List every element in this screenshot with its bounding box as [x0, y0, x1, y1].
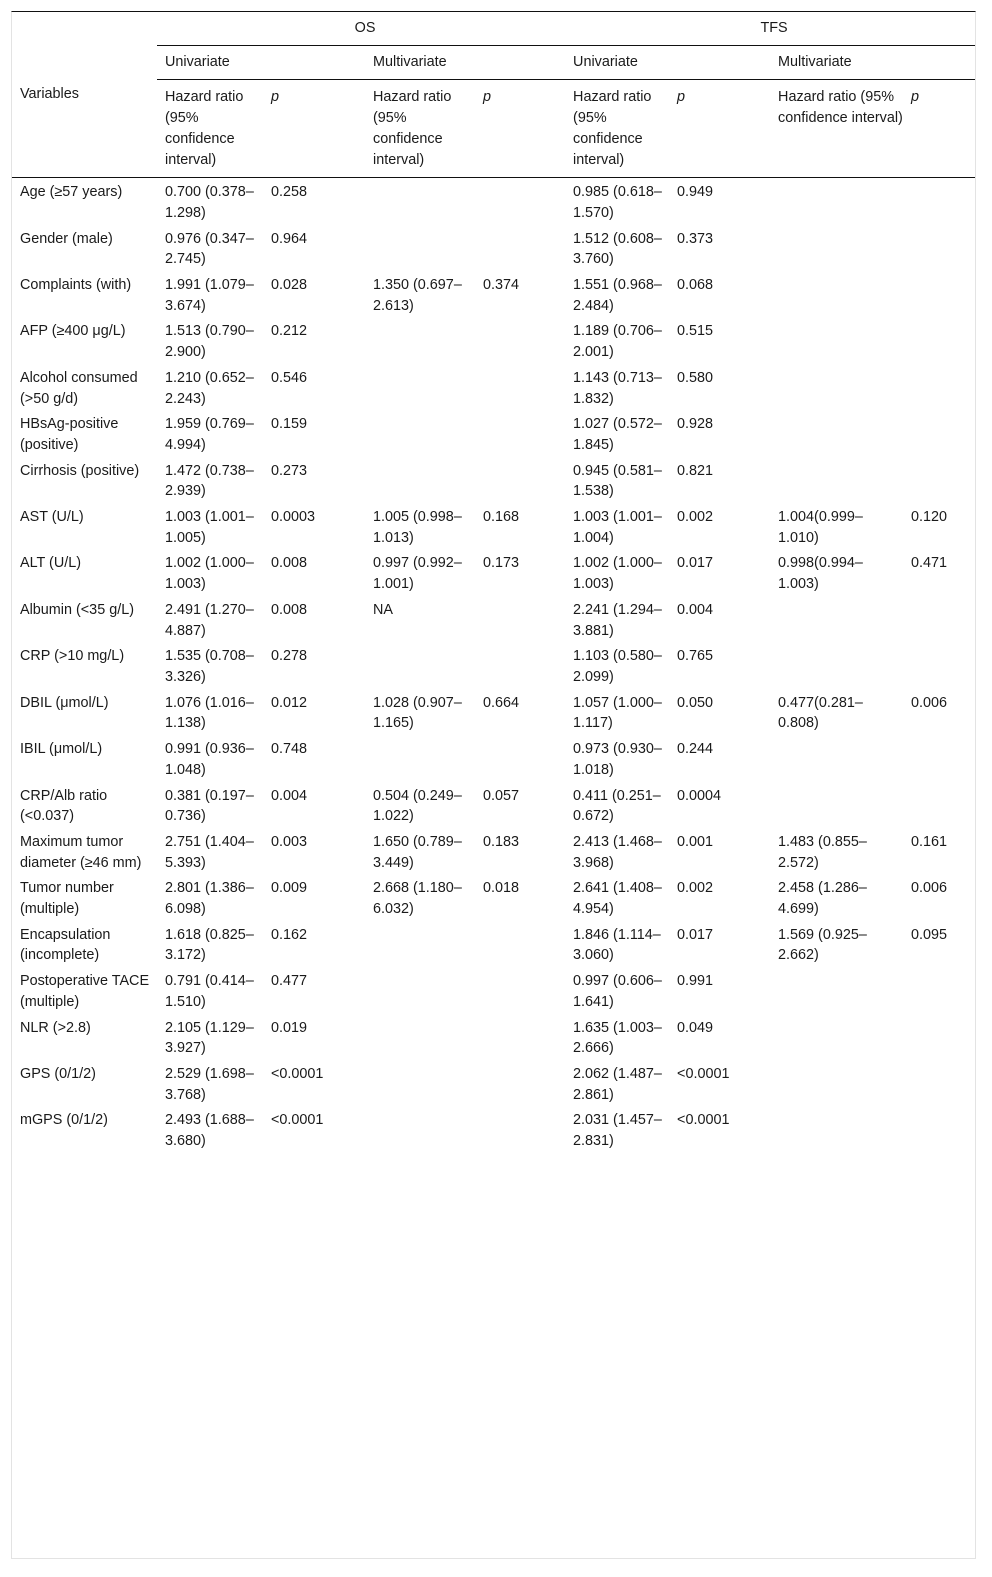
cell-tfs-uni-hr: 1.189 (0.706–2.001) — [573, 323, 662, 361]
table-row — [12, 597, 975, 643]
table-row — [12, 643, 975, 689]
cell-os-multi-p — [475, 1061, 565, 1107]
cell-tfs-multi-p — [903, 736, 975, 782]
cell-os-multi-hr — [365, 458, 475, 504]
cell-os-multi-p: 0.018 — [483, 880, 520, 897]
header-os-multivariate: Multivariate — [365, 45, 565, 80]
cell-tfs-multi-hr — [770, 411, 903, 457]
header-os-univariate: Univariate — [157, 45, 365, 80]
cell-tfs-multi-hr — [770, 178, 903, 226]
cell-tfs-uni-hr: 2.641 (1.408–4.954) — [573, 880, 662, 918]
cell-tfs-uni-p: 0.580 — [677, 369, 714, 386]
table-row — [12, 365, 975, 411]
cell-os-uni-p: 0.159 — [271, 416, 308, 433]
cell-tfs-uni-hr: 1.635 (1.003–2.666) — [573, 1019, 662, 1057]
table-row — [12, 736, 975, 782]
cell-tfs-multi-hr — [770, 597, 903, 643]
cell-os-multi-hr — [365, 1061, 475, 1107]
row-variable: Albumin (<35 g/L) — [20, 601, 134, 618]
cell-tfs-multi-p: 0.006 — [911, 880, 948, 897]
cell-os-uni-hr: 2.105 (1.129–3.927) — [165, 1019, 254, 1057]
table-container — [11, 11, 976, 1559]
cell-tfs-multi-p — [903, 783, 975, 829]
header-os-multi-p: p — [475, 80, 565, 178]
header-tfs-univariate: Univariate — [565, 45, 770, 80]
cell-tfs-multi-hr — [770, 643, 903, 689]
header-tfs-multi-hr: Hazard ratio (95% confidence interval) — [770, 80, 903, 178]
cell-tfs-multi-p — [903, 597, 975, 643]
header-tfs-multi-p: p — [903, 80, 975, 178]
cell-os-uni-hr: 0.991 (0.936–1.048) — [165, 741, 254, 778]
cell-os-uni-hr: 2.751 (1.404–5.393) — [165, 833, 254, 871]
cell-tfs-multi-hr — [770, 272, 903, 318]
row-variable: Gender (male) — [20, 230, 113, 247]
cell-os-uni-p: 0.748 — [271, 741, 308, 758]
row-variable: Tumor number (multiple) — [20, 880, 114, 918]
cell-os-uni-p: 0.012 — [271, 694, 308, 711]
cell-tfs-uni-p: 0.017 — [677, 926, 714, 943]
cell-tfs-uni-hr: 2.413 (1.468–3.968) — [573, 833, 662, 871]
cell-os-multi-hr: 0.504 (0.249–1.022) — [373, 787, 462, 825]
row-variable: GPS (0/1/2) — [20, 1065, 96, 1082]
cell-os-multi-p — [475, 318, 565, 364]
cell-os-multi-p — [475, 643, 565, 689]
cell-tfs-uni-hr: 0.973 (0.930–1.018) — [573, 741, 662, 778]
row-variable: CRP/Alb ratio (<0.037) — [20, 787, 108, 825]
cell-os-uni-hr: 1.959 (0.769–4.994) — [165, 416, 254, 453]
cell-os-multi-p — [475, 736, 565, 782]
table-body — [12, 178, 975, 1154]
cell-os-multi-hr — [365, 226, 475, 272]
table-header — [12, 12, 975, 178]
cell-tfs-multi-hr: 1.483 (0.855–2.572) — [778, 833, 867, 871]
cell-os-uni-p: 0.212 — [271, 323, 308, 340]
cell-tfs-multi-hr: 2.458 (1.286–4.699) — [778, 880, 867, 918]
cell-tfs-uni-p: 0.765 — [677, 648, 714, 665]
cell-tfs-uni-hr: 1.103 (0.580–2.099) — [573, 648, 662, 685]
cell-tfs-uni-p: 0.949 — [677, 184, 714, 201]
cell-os-uni-hr: 1.618 (0.825–3.172) — [165, 926, 254, 964]
cell-tfs-multi-hr: 1.569 (0.925–2.662) — [778, 926, 867, 964]
cell-os-uni-hr: 2.801 (1.386–6.098) — [165, 880, 254, 918]
cell-tfs-multi-p: 0.006 — [911, 694, 948, 711]
header-tfs-multivariate: Multivariate — [770, 45, 975, 80]
cell-os-uni-p: <0.0001 — [271, 1065, 324, 1082]
cell-tfs-multi-p — [903, 1015, 975, 1061]
cell-os-multi-p: 0.173 — [483, 555, 520, 572]
row-variable: NLR (>2.8) — [20, 1019, 91, 1036]
cell-os-uni-hr: 0.791 (0.414–1.510) — [165, 973, 254, 1010]
cell-os-uni-p: 0.008 — [271, 601, 308, 618]
cell-tfs-multi-p — [903, 968, 975, 1014]
cell-os-multi-p — [475, 365, 565, 411]
cell-os-multi-hr — [365, 968, 475, 1014]
cell-os-uni-hr: 1.210 (0.652–2.243) — [165, 369, 254, 407]
cell-os-multi-p: 0.374 — [483, 277, 520, 294]
cell-os-multi-hr — [365, 318, 475, 364]
row-variable: Postoperative TACE (multiple) — [20, 973, 150, 1010]
cell-tfs-uni-p: <0.0001 — [677, 1112, 730, 1129]
cell-tfs-uni-hr: 1.002 (1.000–1.003) — [573, 555, 662, 593]
cell-tfs-uni-p: 0.004 — [677, 601, 714, 618]
cell-tfs-multi-hr — [770, 365, 903, 411]
row-variable: Alcohol consumed (>50 g/d) — [20, 369, 138, 407]
table-row — [12, 550, 975, 596]
header-os: OS — [157, 12, 565, 45]
table-row — [12, 226, 975, 272]
cell-tfs-uni-p: 0.244 — [677, 741, 714, 758]
cell-os-multi-hr — [365, 411, 475, 457]
cell-tfs-uni-hr: 0.985 (0.618–1.570) — [573, 184, 662, 221]
cell-os-uni-hr: 1.002 (1.000–1.003) — [165, 555, 254, 593]
cell-os-uni-hr: 2.491 (1.270–4.887) — [165, 601, 254, 639]
cell-os-multi-hr: 2.668 (1.180–6.032) — [373, 880, 462, 918]
cell-os-uni-p: 0.546 — [271, 369, 308, 386]
cell-os-uni-p: 0.162 — [271, 926, 308, 943]
header-os-multi-hr: Hazard ratio (95% confidence interval) — [365, 80, 475, 178]
header-os-uni-hr: Hazard ratio (95% confidence interval) — [157, 80, 263, 178]
cell-tfs-uni-p: 0.928 — [677, 416, 714, 433]
cell-tfs-uni-hr: 2.062 (1.487–2.861) — [573, 1065, 662, 1103]
cell-os-multi-hr — [365, 643, 475, 689]
cell-os-uni-p: <0.0001 — [271, 1112, 324, 1129]
cell-tfs-uni-hr: 1.512 (0.608–3.760) — [573, 230, 662, 268]
cell-tfs-multi-p — [903, 411, 975, 457]
table-row — [12, 783, 975, 829]
cell-tfs-uni-p: 0.991 — [677, 973, 714, 990]
row-variable: Encapsulation (incomplete) — [20, 926, 111, 964]
row-variable: Maximum tumor diameter (≥46 mm) — [20, 833, 142, 871]
cell-os-uni-hr: 1.003 (1.001–1.005) — [165, 509, 254, 546]
cell-tfs-multi-hr — [770, 1015, 903, 1061]
cell-os-multi-p: 0.057 — [483, 787, 520, 804]
table-row — [12, 875, 975, 921]
cell-tfs-uni-hr: 2.031 (1.457–2.831) — [573, 1112, 662, 1150]
cell-tfs-multi-hr: 0.998(0.994–1.003) — [778, 555, 863, 593]
row-variable: Complaints (with) — [20, 277, 132, 294]
cell-tfs-uni-p: 0.515 — [677, 323, 714, 340]
table-row — [12, 504, 975, 550]
cell-os-uni-hr: 0.976 (0.347–2.745) — [165, 230, 254, 268]
cell-tfs-multi-p: 0.471 — [911, 555, 948, 572]
cell-os-multi-hr: 1.350 (0.697–2.613) — [373, 277, 462, 314]
hazard-ratio-table — [12, 12, 975, 1154]
cell-os-multi-p — [475, 178, 565, 226]
cell-os-uni-hr: 1.535 (0.708–3.326) — [165, 648, 254, 685]
cell-os-uni-p: 0.273 — [271, 462, 308, 479]
cell-tfs-multi-p — [903, 458, 975, 504]
cell-os-multi-p — [475, 1107, 565, 1153]
cell-tfs-multi-hr: 1.004(0.999–1.010) — [778, 509, 863, 546]
cell-tfs-uni-p: <0.0001 — [677, 1065, 730, 1082]
cell-tfs-multi-p — [903, 272, 975, 318]
table-row — [12, 968, 975, 1014]
cell-os-uni-p: 0.009 — [271, 880, 308, 897]
cell-tfs-uni-p: 0.001 — [677, 833, 714, 850]
cell-tfs-uni-hr: 1.003 (1.001–1.004) — [573, 509, 662, 546]
row-variable: ALT (U/L) — [20, 555, 82, 572]
cell-os-multi-hr — [365, 1107, 475, 1153]
cell-os-uni-p: 0.008 — [271, 555, 308, 572]
cell-os-uni-p: 0.477 — [271, 973, 308, 990]
cell-os-multi-hr — [365, 178, 475, 226]
cell-os-uni-hr: 2.493 (1.688–3.680) — [165, 1112, 254, 1150]
cell-tfs-uni-hr: 1.551 (0.968–2.484) — [573, 277, 662, 314]
table-row — [12, 1015, 975, 1061]
row-variable: DBIL (μmol/L) — [20, 694, 109, 711]
header-os-uni-p: p — [263, 80, 365, 178]
cell-os-uni-p: 0.964 — [271, 230, 308, 247]
cell-tfs-uni-p: 0.373 — [677, 230, 714, 247]
cell-os-multi-p — [475, 411, 565, 457]
table-row — [12, 272, 975, 318]
cell-os-multi-p — [475, 597, 565, 643]
row-variable: HBsAg-positive (positive) — [20, 416, 119, 453]
cell-os-uni-p: 0.003 — [271, 833, 308, 850]
cell-os-uni-p: 0.004 — [271, 787, 308, 804]
table-row — [12, 411, 975, 457]
cell-tfs-multi-p — [903, 1107, 975, 1153]
cell-os-uni-hr: 0.700 (0.378–1.298) — [165, 184, 254, 221]
cell-tfs-multi-hr — [770, 1061, 903, 1107]
cell-tfs-uni-p: 0.017 — [677, 555, 714, 572]
row-variable: AFP (≥400 μg/L) — [20, 323, 126, 340]
cell-tfs-uni-hr: 1.143 (0.713–1.832) — [573, 369, 662, 407]
cell-tfs-multi-p: 0.095 — [911, 926, 948, 943]
cell-os-uni-hr: 0.381 (0.197–0.736) — [165, 787, 254, 825]
table-row — [12, 458, 975, 504]
table-row — [12, 829, 975, 875]
header-tfs-uni-p: p — [669, 80, 770, 178]
cell-tfs-multi-p — [903, 226, 975, 272]
cell-os-uni-hr: 1.991 (1.079–3.674) — [165, 277, 254, 314]
cell-os-multi-p: 0.168 — [483, 509, 520, 526]
cell-tfs-multi-hr — [770, 783, 903, 829]
cell-tfs-multi-hr — [770, 736, 903, 782]
cell-tfs-uni-hr: 0.997 (0.606–1.641) — [573, 973, 662, 1010]
cell-tfs-uni-p: 0.821 — [677, 462, 714, 479]
cell-os-multi-hr: NA — [373, 601, 393, 618]
cell-tfs-uni-p: 0.068 — [677, 277, 714, 294]
cell-tfs-uni-p: 0.002 — [677, 880, 714, 897]
cell-os-uni-p: 0.258 — [271, 184, 308, 201]
cell-tfs-multi-p — [903, 1061, 975, 1107]
cell-tfs-multi-p — [903, 365, 975, 411]
cell-os-multi-hr — [365, 365, 475, 411]
cell-tfs-multi-p: 0.161 — [911, 833, 948, 850]
row-variable: AST (U/L) — [20, 509, 84, 526]
table-row — [12, 318, 975, 364]
cell-tfs-uni-p: 0.002 — [677, 509, 714, 526]
row-variable: IBIL (μmol/L) — [20, 741, 103, 758]
cell-tfs-multi-hr — [770, 1107, 903, 1153]
table-row — [12, 690, 975, 736]
table-row — [12, 922, 975, 968]
cell-os-uni-hr: 1.076 (1.016–1.138) — [165, 694, 254, 732]
cell-os-multi-hr — [365, 922, 475, 968]
cell-tfs-uni-hr: 1.057 (1.000–1.117) — [573, 694, 662, 732]
row-variable: CRP (>10 mg/L) — [20, 648, 125, 665]
cell-os-uni-hr: 2.529 (1.698–3.768) — [165, 1065, 254, 1103]
cell-os-multi-p — [475, 968, 565, 1014]
cell-tfs-uni-hr: 2.241 (1.294–3.881) — [573, 601, 662, 639]
cell-tfs-uni-hr: 0.945 (0.581–1.538) — [573, 462, 662, 500]
cell-tfs-multi-p: 0.120 — [911, 509, 948, 526]
cell-tfs-multi-hr — [770, 968, 903, 1014]
cell-tfs-uni-p: 0.050 — [677, 694, 714, 711]
header-tfs-uni-hr: Hazard ratio (95% confidence interval) — [565, 80, 669, 178]
row-variable: mGPS (0/1/2) — [20, 1112, 108, 1129]
cell-tfs-uni-p: 0.0004 — [677, 787, 722, 804]
cell-os-multi-hr: 0.997 (0.992–1.001) — [373, 555, 462, 593]
cell-os-uni-p: 0.278 — [271, 648, 308, 665]
table-row — [12, 1107, 975, 1153]
cell-tfs-uni-p: 0.049 — [677, 1019, 714, 1036]
cell-tfs-multi-p — [903, 178, 975, 226]
cell-os-uni-p: 0.028 — [271, 277, 308, 294]
cell-os-multi-p: 0.183 — [483, 833, 520, 850]
cell-os-multi-hr — [365, 1015, 475, 1061]
cell-os-multi-p — [475, 226, 565, 272]
table-row — [12, 1061, 975, 1107]
cell-tfs-uni-hr: 0.411 (0.251–0.672) — [573, 787, 661, 825]
cell-os-uni-p: 0.019 — [271, 1019, 308, 1036]
cell-os-uni-hr: 1.472 (0.738–2.939) — [165, 462, 254, 500]
cell-tfs-multi-hr — [770, 226, 903, 272]
header-tfs: TFS — [565, 12, 975, 45]
cell-tfs-multi-hr: 0.477(0.281–0.808) — [778, 694, 863, 732]
cell-os-multi-hr: 1.028 (0.907–1.165) — [373, 694, 462, 732]
cell-os-multi-hr — [365, 736, 475, 782]
cell-tfs-multi-p — [903, 318, 975, 364]
cell-os-multi-p — [475, 1015, 565, 1061]
cell-os-uni-p: 0.0003 — [271, 509, 316, 526]
cell-os-multi-p — [475, 922, 565, 968]
cell-tfs-multi-hr — [770, 458, 903, 504]
table-row — [12, 178, 975, 226]
cell-tfs-uni-hr: 1.846 (1.114–3.060) — [573, 926, 661, 964]
cell-os-uni-hr: 1.513 (0.790–2.900) — [165, 323, 254, 361]
row-variable: Cirrhosis (positive) — [20, 462, 140, 479]
cell-tfs-multi-hr — [770, 318, 903, 364]
header-variables: Variables — [12, 12, 157, 178]
cell-os-multi-hr: 1.005 (0.998–1.013) — [373, 509, 462, 546]
cell-os-multi-hr: 1.650 (0.789–3.449) — [373, 833, 462, 871]
cell-os-multi-p — [475, 458, 565, 504]
cell-tfs-uni-hr: 1.027 (0.572–1.845) — [573, 416, 662, 453]
cell-os-multi-p: 0.664 — [483, 694, 520, 711]
row-variable: Age (≥57 years) — [20, 184, 123, 201]
cell-tfs-multi-p — [903, 643, 975, 689]
